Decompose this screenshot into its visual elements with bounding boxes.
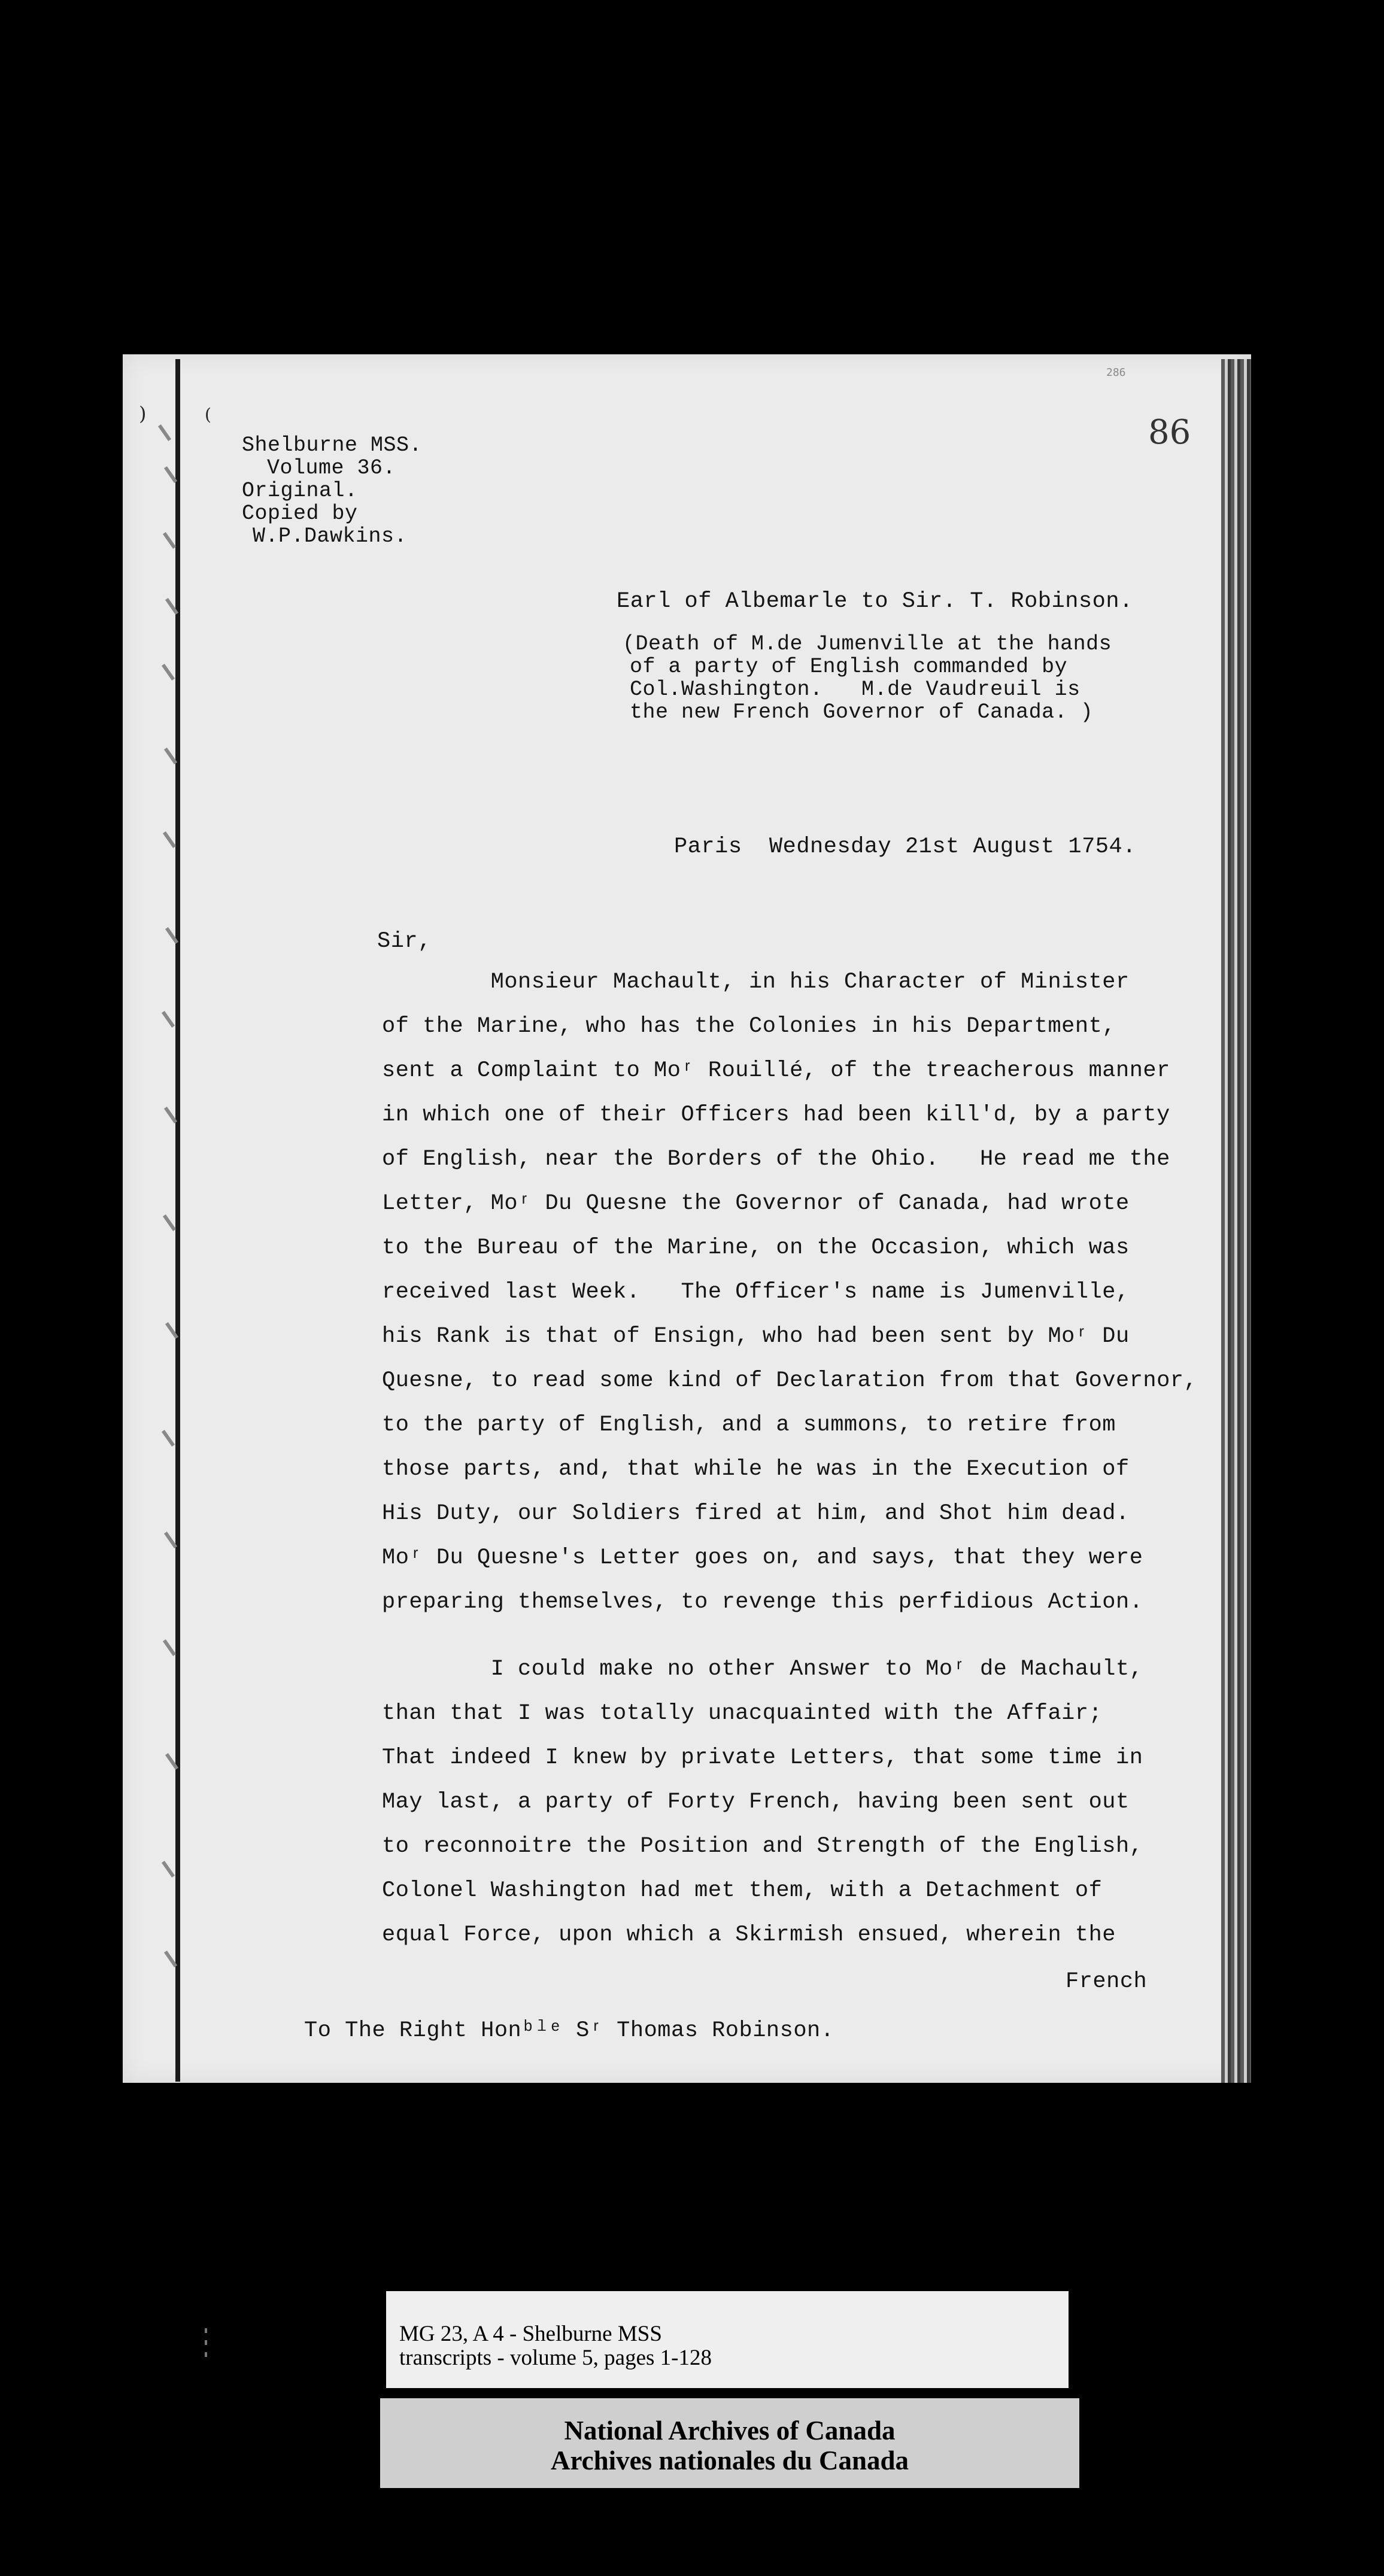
body-line: preparing themselves, to revenge this perfidious Action. xyxy=(382,1590,1143,1615)
body-line: received last Week. The Officer's name is Jumenville, xyxy=(382,1280,1130,1305)
summary-line: the new French Governor of Canada. ) xyxy=(630,700,1094,724)
body-line: to reconnoitre the Position and Strength of the English, xyxy=(382,1834,1143,1859)
body-line: I could make no other Answer to Moʳ de Machault, xyxy=(382,1657,1143,1682)
page-number: 86 xyxy=(1148,413,1191,452)
header-line: Copied by xyxy=(242,502,358,525)
header-line: W.P.Dawkins. xyxy=(253,524,408,548)
mg-reference-line-1: MG 23, A 4 - Shelburne MSS xyxy=(399,2322,662,2346)
body-line: than that I was totally unacquainted with the Affair; xyxy=(382,1701,1103,1726)
body-line: Letter, Moʳ Du Quesne the Governor of Canada, had wrote xyxy=(382,1191,1130,1216)
header-line: Original. xyxy=(242,479,358,503)
body-line: to the party of English, and a summons, to retire from xyxy=(382,1412,1116,1438)
summary-line: of a party of English commanded by xyxy=(630,655,1068,679)
body-line: Monsieur Machault, in his Character of Minister xyxy=(382,970,1130,995)
letter-title: Earl of Albemarle to Sir. T. Robinson. xyxy=(617,589,1133,614)
body-line: his Rank is that of Ensign, who had been sent by Moʳ Du xyxy=(382,1324,1130,1349)
archives-name-en: National Archives of Canada xyxy=(564,2416,896,2446)
margin-mark-left: ) xyxy=(139,402,147,425)
body-line: of English, near the Borders of the Ohio. He read me the xyxy=(382,1147,1170,1172)
body-line: in which one of their Officers had been kill'd, by a party xyxy=(382,1102,1170,1128)
body-line: That indeed I knew by private Letters, that some time in xyxy=(382,1745,1143,1770)
salutation: Sir, xyxy=(377,929,432,954)
body-line: to the Bureau of the Marine, on the Occasion, which was xyxy=(382,1235,1130,1260)
catchword: French xyxy=(1066,1969,1148,1994)
margin-mark-right: ( xyxy=(205,405,211,424)
body-line: those parts, and, that while he was in the Execution of xyxy=(382,1457,1130,1482)
body-line: May last, a party of Forty French, having been sent out xyxy=(382,1790,1130,1815)
archives-name-fr: Archives nationales du Canada xyxy=(550,2446,909,2475)
header-line: Volume 36. xyxy=(267,456,396,480)
body-line: His Duty, our Soldiers fired at him, and Shot him dead. xyxy=(382,1501,1130,1526)
mg-reference-label xyxy=(386,2291,1069,2388)
body-line: equal Force, upon which a Skirmish ensued, wherein the xyxy=(382,1922,1116,1948)
archive-stamp: 286 xyxy=(1106,366,1126,379)
body-line: of the Marine, who has the Colonies in his Department, xyxy=(382,1014,1116,1039)
summary-line: (Death of M.de Jumenville at the hands xyxy=(623,632,1112,656)
body-line: Colonel Washington had met them, with a Detachment of xyxy=(382,1878,1103,1903)
film-ticks xyxy=(205,2328,207,2363)
body-line: sent a Complaint to Moʳ Rouillé, of the treacherous manner xyxy=(382,1058,1170,1083)
addressee-footer: To The Right Honᵇˡᵉ Sʳ Thomas Robinson. xyxy=(304,2018,834,2043)
mg-reference-line-2: transcripts - volume 5, pages 1-128 xyxy=(399,2346,712,2370)
body-line: Moʳ Du Quesne's Letter goes on, and says, that they were xyxy=(382,1545,1143,1570)
body-line: Quesne, to read some kind of Declaration from that Governor, xyxy=(382,1368,1198,1393)
binding-line xyxy=(175,359,180,2082)
page-edge-stack xyxy=(1221,359,1251,2083)
archives-label xyxy=(380,2398,1079,2488)
summary-line: Col.Washington. M.de Vaudreuil is xyxy=(630,678,1081,701)
header-line: Shelburne MSS. xyxy=(242,433,423,457)
dateline: Paris Wednesday 21st August 1754. xyxy=(674,834,1136,859)
